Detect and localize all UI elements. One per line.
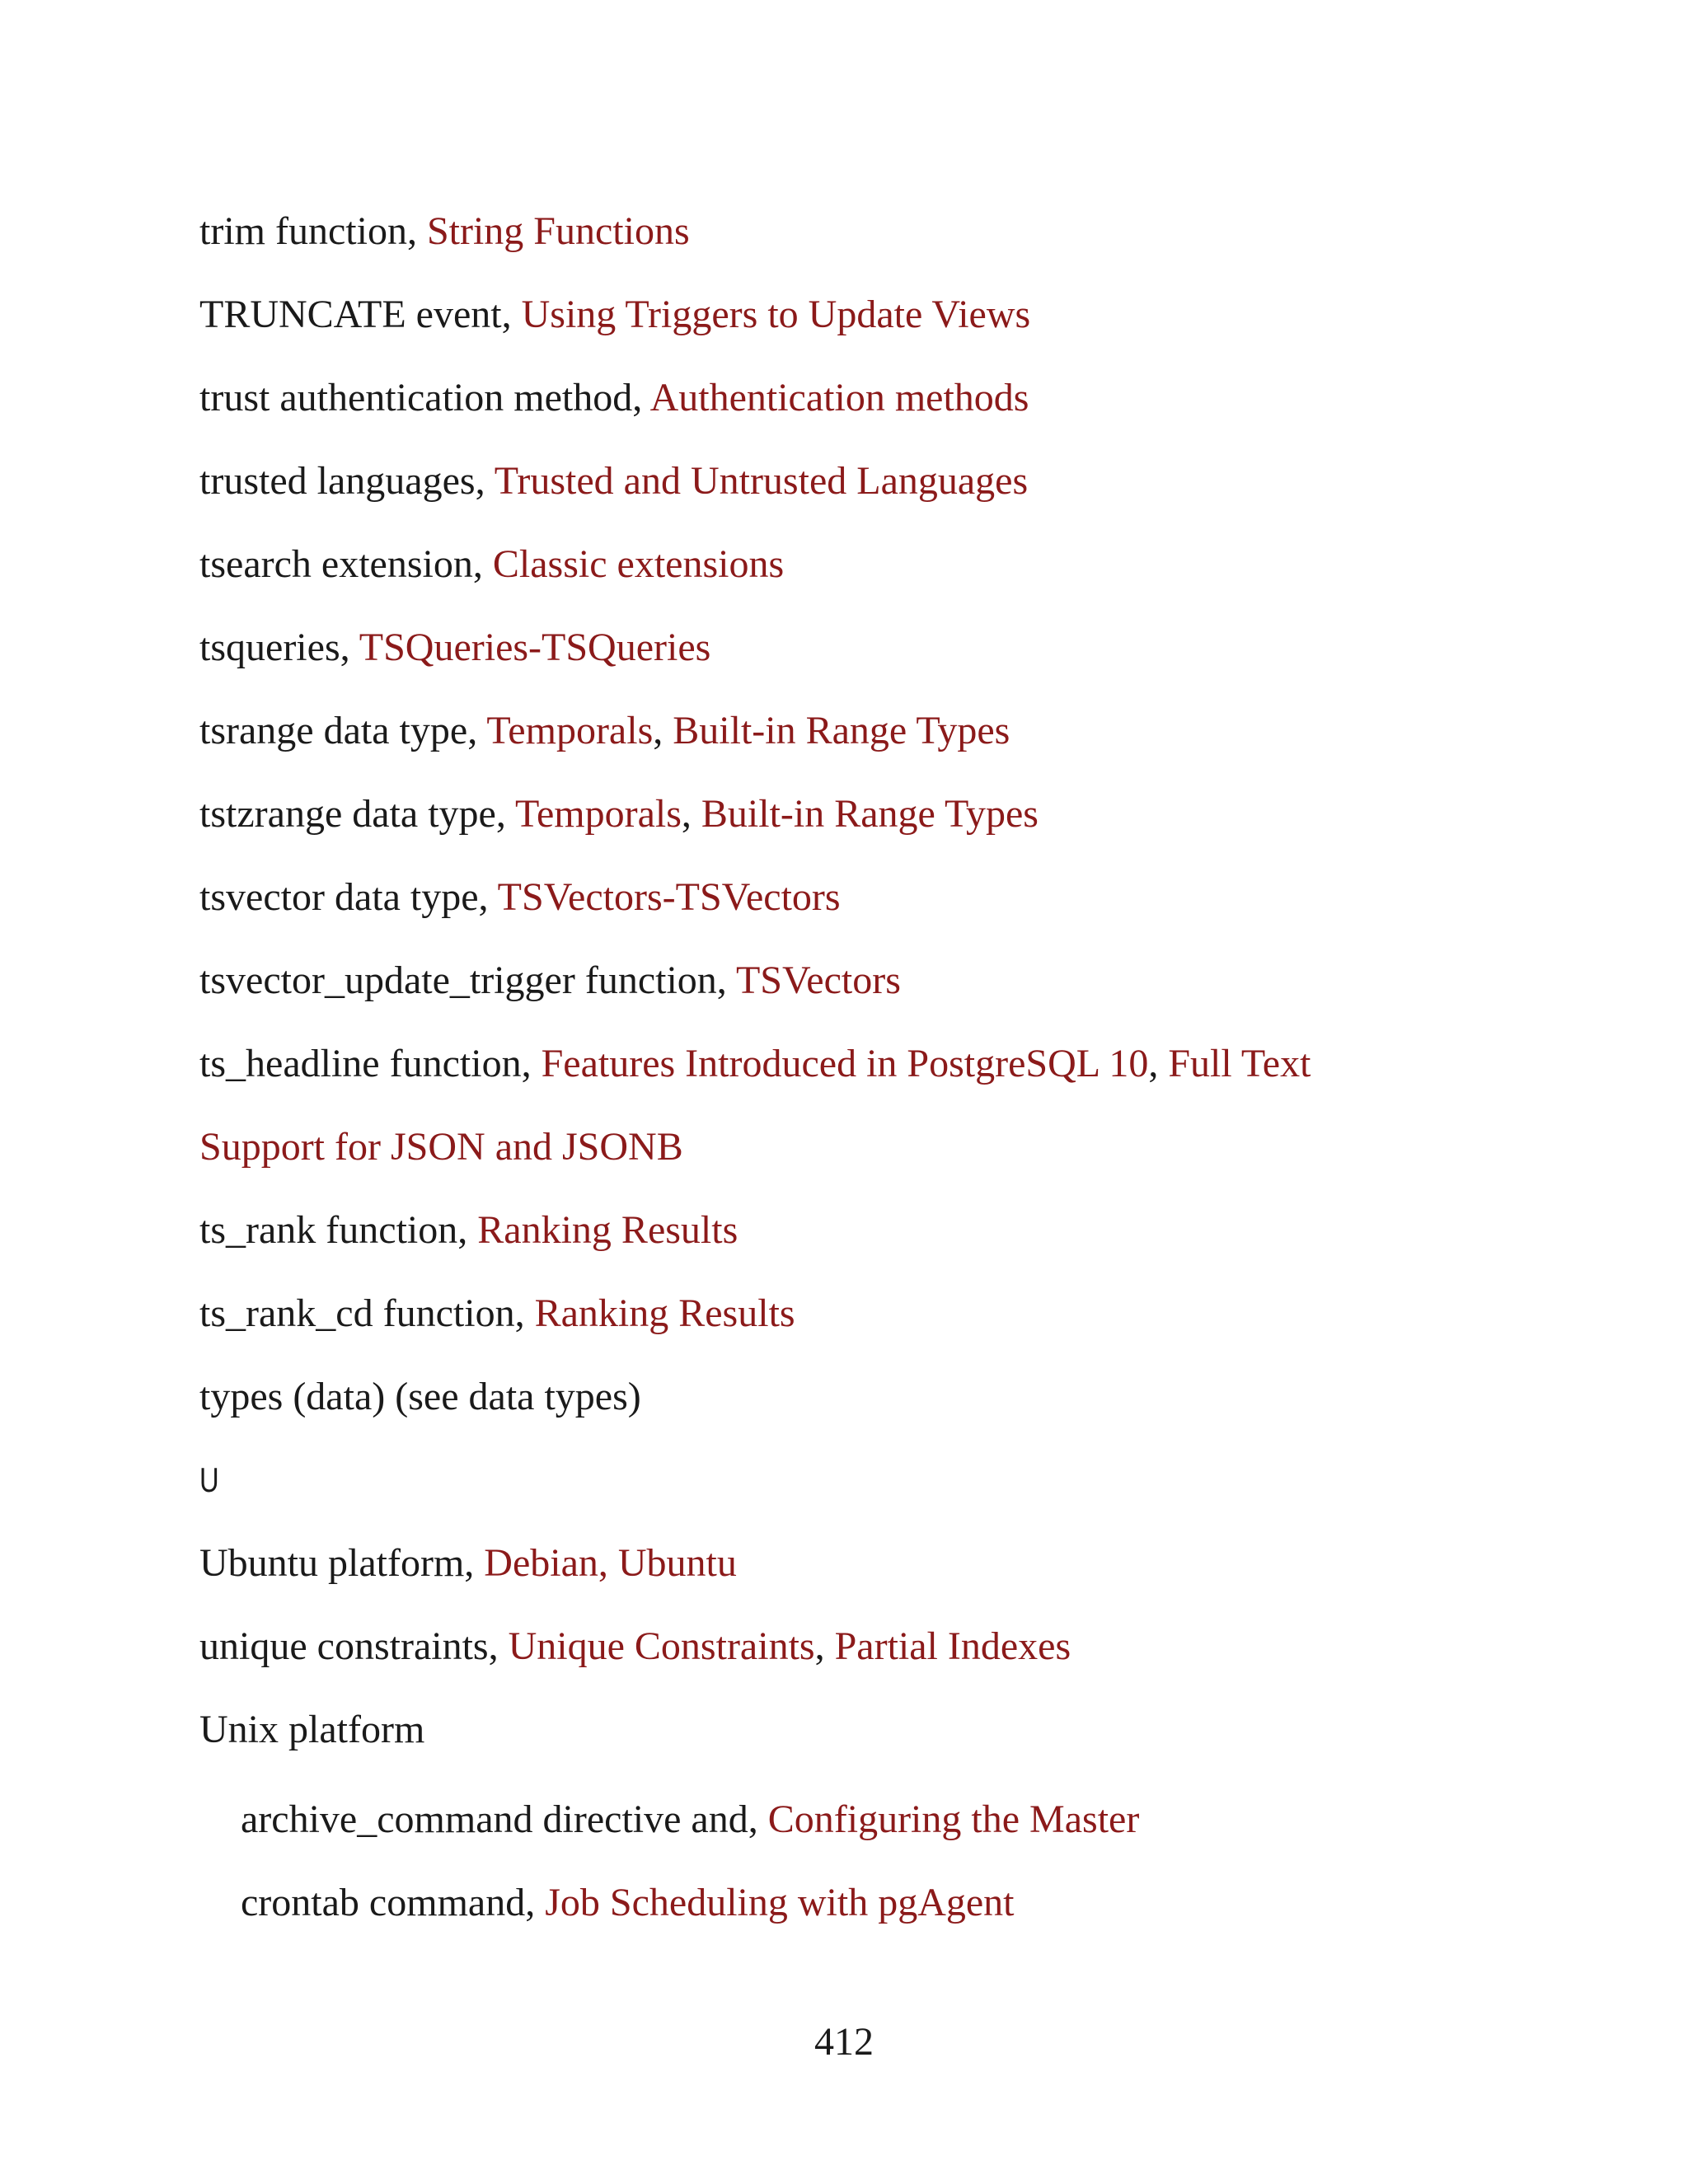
index-term: tsrange data type,: [199, 709, 487, 752]
index-entry-tsvector-update-trigger: [199, 939, 1601, 1022]
index-term: trust authentication method,: [199, 376, 650, 419]
page-number: 412: [814, 2020, 874, 2064]
index-entry-tsearch-extension: [199, 523, 1601, 606]
index-entry-tsrange: [199, 689, 1601, 772]
index-entry-ubuntu-platform: [199, 1521, 1601, 1605]
index-term: tsvector_update_trigger function,: [199, 958, 736, 1002]
index-link[interactable]: Full Text: [1168, 1042, 1311, 1085]
index-link[interactable]: Classic extensions: [492, 542, 785, 586]
index-term: ts_rank_cd function,: [199, 1291, 535, 1335]
index-term: tsvector data type,: [199, 875, 498, 919]
index-link[interactable]: Unique Constraints: [508, 1624, 815, 1668]
index-link[interactable]: Debian, Ubuntu: [484, 1541, 737, 1585]
index-link[interactable]: Using Triggers to Update Views: [521, 293, 1031, 336]
index-link[interactable]: Partial Indexes: [834, 1624, 1071, 1668]
index-link[interactable]: Built-in Range Types: [673, 709, 1010, 752]
index-term: trim function,: [199, 209, 427, 253]
index-link[interactable]: Configuring the Master: [767, 1797, 1140, 1841]
index-entry-types-data: [199, 1355, 1601, 1438]
index-term: archive_command directive and,: [241, 1797, 768, 1841]
link-separator: ,: [653, 709, 673, 752]
index-term: tsearch extension,: [199, 542, 493, 586]
index-subentry-crontab-command: [199, 1861, 1601, 1944]
index-entry-ts-rank-cd: [199, 1272, 1601, 1355]
index-link[interactable]: Trusted and Untrusted Languages: [494, 459, 1029, 503]
index-entry-ts-headline: [199, 1022, 1601, 1105]
index-entry-ts-headline-continued: [199, 1105, 1601, 1188]
index-term: tsqueries,: [199, 626, 359, 669]
index-link[interactable]: Temporals: [514, 792, 682, 836]
index-link[interactable]: String Functions: [426, 209, 690, 253]
index-entry-trusted-languages: [199, 439, 1601, 523]
index-entry-trust-authentication: [199, 356, 1601, 439]
index-entry-truncate-event: [199, 273, 1601, 356]
index-term: Unix platform: [199, 1708, 425, 1751]
index-link[interactable]: Temporals: [486, 709, 654, 752]
index-term: ts_rank function,: [199, 1208, 478, 1252]
index-term: ts_headline function,: [199, 1042, 542, 1085]
index-link[interactable]: TSVectors: [735, 958, 901, 1002]
index-link[interactable]: Built-in Range Types: [701, 792, 1039, 836]
index-entry-unix-platform: [199, 1688, 1601, 1771]
index-list: [199, 190, 1601, 1944]
link-separator: ,: [814, 1624, 835, 1668]
index-term: types (data) (see data types): [199, 1375, 641, 1418]
link-separator: ,: [1148, 1042, 1169, 1085]
index-link[interactable]: Features Introduced in PostgreSQL 10: [541, 1042, 1149, 1085]
index-term: crontab command,: [241, 1881, 546, 1924]
index-link[interactable]: Ranking Results: [534, 1291, 795, 1335]
index-entry-tstzrange: [199, 772, 1601, 855]
index-term: trusted languages,: [199, 459, 495, 503]
index-entry-unique-constraints: [199, 1605, 1601, 1688]
index-link[interactable]: Support for JSON and JSONB: [199, 1125, 683, 1169]
index-term: tstzrange data type,: [199, 792, 515, 836]
index-link[interactable]: TSVectors-TSVectors: [497, 875, 841, 919]
index-term: TRUNCATE event,: [199, 293, 522, 336]
index-link[interactable]: Ranking Results: [477, 1208, 738, 1252]
index-term: Ubuntu platform,: [199, 1541, 485, 1585]
index-entry-trim-function: [199, 190, 1601, 273]
index-entry-tsqueries: [199, 606, 1601, 689]
index-subentry-archive-command: [199, 1778, 1601, 1861]
index-link[interactable]: Authentication methods: [649, 376, 1029, 419]
link-separator: ,: [681, 792, 701, 836]
index-term: unique constraints,: [199, 1624, 509, 1668]
index-letter-heading: U: [199, 1460, 219, 1499]
index-entry-tsvector: [199, 855, 1601, 939]
index-entry-ts-rank: [199, 1188, 1601, 1272]
index-link[interactable]: TSQueries-TSQueries: [359, 626, 711, 669]
index-link[interactable]: Job Scheduling with pgAgent: [545, 1881, 1015, 1924]
